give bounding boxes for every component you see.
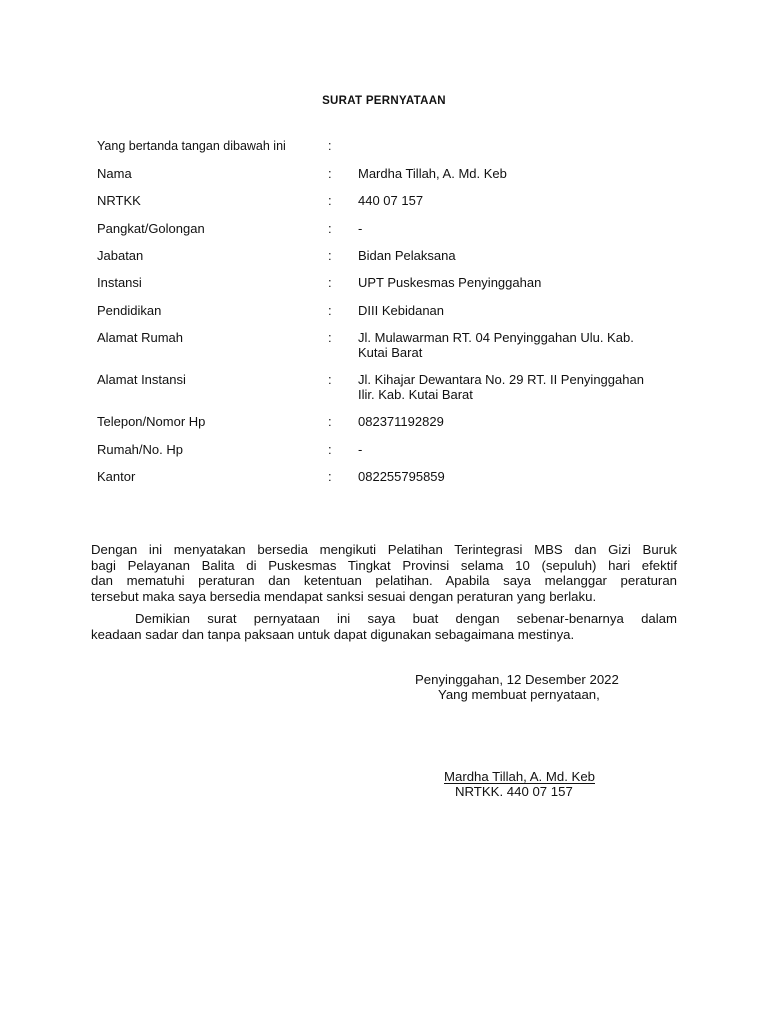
paragraph-line: dan mematuhi peraturan dan ketentuan pelatihan. Apabila saya melanggar peraturan (91, 573, 677, 588)
field-value-line: Jl. Mulawarman RT. 04 Penyinggahan Ulu. Kab. (358, 330, 634, 345)
intro-colon: : (328, 139, 332, 153)
field-value-line: Ilir. Kab. Kutai Barat (358, 387, 473, 402)
field-value-line: UPT Puskesmas Penyinggahan (358, 275, 542, 290)
field-label: Pangkat/Golongan (97, 221, 205, 236)
signature-place-date: Penyinggahan, 12 Desember 2022 (415, 672, 619, 687)
closing-paragraph (91, 611, 677, 642)
field-value (358, 248, 703, 263)
field-value (358, 330, 703, 360)
field-value-line: Mardha Tillah, A. Md. Keb (358, 166, 507, 181)
intro-label: Yang bertanda tangan dibawah ini (97, 139, 286, 153)
field-label: Telepon/Nomor Hp (97, 414, 206, 429)
field-label: Kantor (97, 469, 136, 484)
field-label: Pendidikan (97, 303, 162, 318)
field-value (358, 303, 703, 318)
field-colon: : (328, 469, 332, 484)
paragraph-line: tersebut maka saya bersedia mendapat sanksi sesuai dengan peraturan yang berlaku. (91, 588, 597, 604)
field-colon: : (328, 248, 332, 263)
field-value-line: 082371192829 (358, 414, 444, 429)
field-value-line: - (358, 221, 363, 236)
intro-row (97, 139, 332, 153)
paragraph-line: bagi Pelayanan Balita di Puskesmas Tingkat Provinsi selama 10 (sepuluh) hari efektif (91, 557, 677, 573)
field-colon: : (328, 275, 332, 290)
paragraph-line: keadaan sadar dan tanpa paksaan untuk dapat digunakan sebagaimana mestinya. (91, 626, 575, 642)
field-value-line: 440 07 157 (358, 193, 424, 208)
field-label: NRTKK (97, 193, 141, 208)
field-value (358, 414, 703, 429)
field-value (358, 442, 703, 457)
field-colon: : (328, 330, 332, 345)
field-label: Rumah/No. Hp (97, 442, 183, 457)
field-value (358, 166, 703, 181)
statement-paragraph (91, 542, 677, 604)
field-label: Jabatan (97, 248, 144, 263)
signature-name: Mardha Tillah, A. Md. Keb (444, 769, 595, 784)
field-label: Nama (97, 166, 132, 181)
field-colon: : (328, 442, 332, 457)
paragraph-line: Demikian surat pernyataan ini saya buat dengan sebenar-benarnya dalam (135, 611, 677, 626)
field-label: Alamat Rumah (97, 330, 183, 345)
signature-role: Yang membuat pernyataan, (438, 687, 600, 702)
document-title: SURAT PERNYATAAN (322, 95, 446, 107)
field-value (358, 193, 703, 208)
field-value-line: Kutai Barat (358, 345, 423, 360)
field-colon: : (328, 221, 332, 236)
signature-id: NRTKK. 440 07 157 (455, 784, 573, 799)
field-value-line: - (358, 442, 363, 457)
paragraph-line: Dengan ini menyatakan bersedia mengikuti Pelatihan Terintegrasi MBS dan Gizi Buruk (91, 542, 677, 557)
field-colon: : (328, 372, 332, 387)
field-value-line: Jl. Kihajar Dewantara No. 29 RT. II Penyinggahan (358, 372, 644, 387)
field-value (358, 221, 703, 236)
field-value (358, 275, 703, 290)
field-value-line: DIII Kebidanan (358, 303, 445, 318)
field-label: Instansi (97, 275, 142, 290)
field-colon: : (328, 303, 332, 318)
field-value-line: Bidan Pelaksana (358, 248, 456, 263)
field-colon: : (328, 166, 332, 181)
field-colon: : (328, 193, 332, 208)
field-value-line: 082255795859 (358, 469, 445, 484)
field-label: Alamat Instansi (97, 372, 186, 387)
field-value (358, 372, 703, 402)
field-colon: : (328, 414, 332, 429)
field-value (358, 469, 703, 484)
